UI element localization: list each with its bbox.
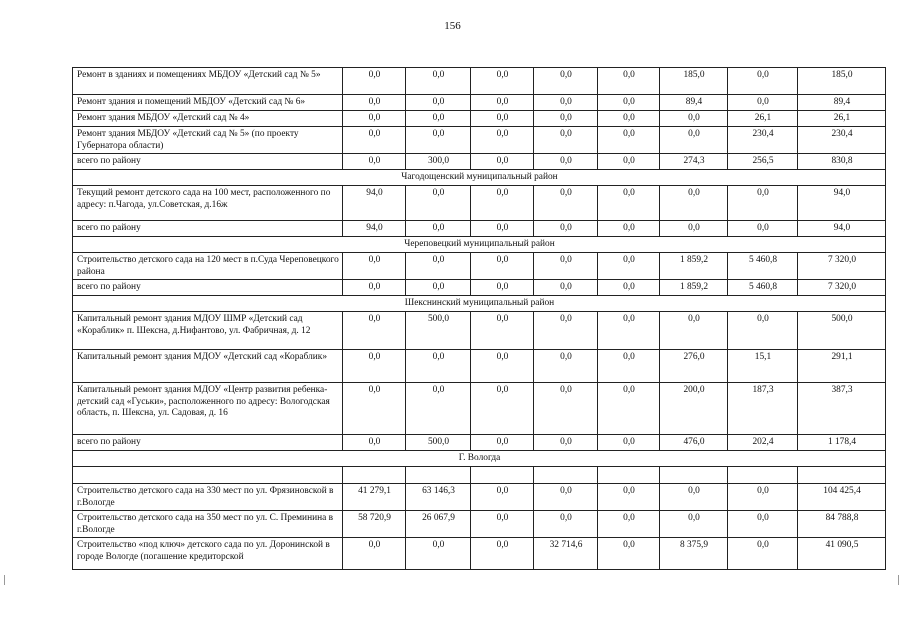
- row-description: Строительство «под ключ» детского сада по ул. Доронинской в городе Вологде (погашение кредиторской: [73, 538, 343, 570]
- section-title: Г. Вологда: [73, 451, 886, 467]
- value-cell: 0,0: [471, 538, 534, 570]
- total-cell: 94,0: [798, 186, 886, 221]
- value-cell: 0,0: [343, 280, 406, 296]
- value-cell: 0,0: [534, 221, 598, 237]
- row-description: Капитальный ремонт здания МДОУ ШМР «Детский сад «Кораблик» п. Шексна, д.Нифантово, ул. Фабричная, д. 12: [73, 312, 343, 350]
- value-cell: 0,0: [598, 186, 660, 221]
- value-cell: 0,0: [406, 350, 471, 383]
- value-cell: 0,0: [471, 95, 534, 111]
- value-cell: 0,0: [406, 68, 471, 95]
- value-cell: 0,0: [343, 111, 406, 127]
- value-cell: 0,0: [534, 435, 598, 451]
- total-cell: 89,4: [798, 95, 886, 111]
- table-row: [73, 95, 886, 111]
- value-cell: 256,5: [728, 154, 798, 170]
- table-row: [73, 127, 886, 154]
- value-cell: 0,0: [471, 68, 534, 95]
- table-row: [73, 221, 886, 237]
- total-cell: 1 178,4: [798, 435, 886, 451]
- value-cell: 1 859,2: [660, 253, 728, 280]
- table-body: [73, 68, 886, 570]
- empty-cell: [534, 467, 598, 484]
- row-description: Строительство детского сада на 120 мест в п.Суда Череповецкого района: [73, 253, 343, 280]
- value-cell: 0,0: [660, 111, 728, 127]
- section-title: Шекснинский муниципальный район: [73, 296, 886, 312]
- value-cell: 0,0: [343, 538, 406, 570]
- table-row: [73, 383, 886, 435]
- empty-cell: [598, 467, 660, 484]
- value-cell: 0,0: [343, 383, 406, 435]
- table-row: [73, 484, 886, 511]
- value-cell: 0,0: [598, 538, 660, 570]
- value-cell: 26 067,9: [406, 511, 471, 538]
- value-cell: 476,0: [660, 435, 728, 451]
- budget-table: [72, 67, 886, 570]
- table-row: [73, 68, 886, 95]
- value-cell: 0,0: [406, 221, 471, 237]
- value-cell: 0,0: [660, 221, 728, 237]
- value-cell: 0,0: [534, 111, 598, 127]
- value-cell: 0,0: [660, 484, 728, 511]
- value-cell: 5 460,8: [728, 253, 798, 280]
- total-cell: 41 090,5: [798, 538, 886, 570]
- total-cell: 84 788,8: [798, 511, 886, 538]
- value-cell: 0,0: [406, 111, 471, 127]
- table-row: [73, 435, 886, 451]
- value-cell: 0,0: [598, 312, 660, 350]
- value-cell: 0,0: [598, 253, 660, 280]
- value-cell: 0,0: [471, 127, 534, 154]
- value-cell: 0,0: [534, 127, 598, 154]
- value-cell: 15,1: [728, 350, 798, 383]
- row-description: всего по району: [73, 280, 343, 296]
- value-cell: 0,0: [343, 435, 406, 451]
- value-cell: 185,0: [660, 68, 728, 95]
- value-cell: 0,0: [406, 95, 471, 111]
- row-description: Строительство детского сада на 350 мест по ул. С. Преминина в г.Вологде: [73, 511, 343, 538]
- value-cell: 0,0: [598, 350, 660, 383]
- value-cell: 0,0: [471, 484, 534, 511]
- value-cell: 0,0: [534, 280, 598, 296]
- empty-cell: [798, 467, 886, 484]
- page-number: 156: [444, 20, 461, 32]
- scan-edge-mark: [898, 575, 903, 585]
- value-cell: 500,0: [406, 435, 471, 451]
- row-description: Ремонт здания МБДОУ «Детский сад № 5» (по проекту Губернатора области): [73, 127, 343, 154]
- value-cell: 0,0: [406, 280, 471, 296]
- value-cell: 0,0: [471, 186, 534, 221]
- value-cell: 0,0: [343, 68, 406, 95]
- value-cell: 0,0: [598, 127, 660, 154]
- value-cell: 41 279,1: [343, 484, 406, 511]
- value-cell: 187,3: [728, 383, 798, 435]
- value-cell: 230,4: [728, 127, 798, 154]
- total-cell: 830,8: [798, 154, 886, 170]
- value-cell: 0,0: [406, 186, 471, 221]
- value-cell: 0,0: [343, 95, 406, 111]
- value-cell: 0,0: [471, 383, 534, 435]
- row-description: всего по району: [73, 154, 343, 170]
- blank-row: [73, 467, 886, 484]
- value-cell: 0,0: [534, 154, 598, 170]
- value-cell: 0,0: [343, 312, 406, 350]
- section-row: [73, 451, 886, 467]
- value-cell: 274,3: [660, 154, 728, 170]
- table-row: [73, 312, 886, 350]
- value-cell: 276,0: [660, 350, 728, 383]
- value-cell: 0,0: [343, 350, 406, 383]
- section-row: [73, 170, 886, 186]
- value-cell: 63 146,3: [406, 484, 471, 511]
- value-cell: 0,0: [728, 221, 798, 237]
- scan-edge-mark: [4, 575, 9, 585]
- value-cell: 0,0: [534, 511, 598, 538]
- value-cell: 26,1: [728, 111, 798, 127]
- empty-cell: [660, 467, 728, 484]
- value-cell: 200,0: [660, 383, 728, 435]
- value-cell: 0,0: [660, 312, 728, 350]
- row-description: Текущий ремонт детского сада на 100 мест, расположенного по адресу: п.Чагода, ул.Советская, д.16ж: [73, 186, 343, 221]
- total-cell: 26,1: [798, 111, 886, 127]
- value-cell: 0,0: [406, 538, 471, 570]
- empty-cell: [406, 467, 471, 484]
- row-description: всего по району: [73, 221, 343, 237]
- value-cell: 89,4: [660, 95, 728, 111]
- value-cell: 0,0: [471, 253, 534, 280]
- value-cell: 0,0: [598, 280, 660, 296]
- section-title: Череповецкий муниципальный район: [73, 237, 886, 253]
- value-cell: 0,0: [406, 253, 471, 280]
- row-description: Ремонт здания и помещений МБДОУ «Детский сад № 6»: [73, 95, 343, 111]
- value-cell: 300,0: [406, 154, 471, 170]
- value-cell: 0,0: [343, 253, 406, 280]
- value-cell: 8 375,9: [660, 538, 728, 570]
- value-cell: 0,0: [471, 435, 534, 451]
- value-cell: 202,4: [728, 435, 798, 451]
- value-cell: 0,0: [471, 221, 534, 237]
- value-cell: 94,0: [343, 186, 406, 221]
- value-cell: 0,0: [471, 280, 534, 296]
- value-cell: 32 714,6: [534, 538, 598, 570]
- value-cell: 0,0: [598, 383, 660, 435]
- value-cell: 0,0: [471, 154, 534, 170]
- value-cell: 0,0: [406, 383, 471, 435]
- value-cell: 0,0: [534, 68, 598, 95]
- value-cell: 94,0: [343, 221, 406, 237]
- value-cell: 0,0: [660, 127, 728, 154]
- empty-cell: [728, 467, 798, 484]
- total-cell: 104 425,4: [798, 484, 886, 511]
- row-description: Капитальный ремонт здания МДОУ «Центр развития ребенка-детский сад «Гуськи», расположенного по адресу: Вологодская область, п. Шексна, ул. Садовая, д. 16: [73, 383, 343, 435]
- value-cell: 0,0: [534, 312, 598, 350]
- table-row: [73, 538, 886, 570]
- table-row: [73, 511, 886, 538]
- total-cell: 500,0: [798, 312, 886, 350]
- value-cell: 0,0: [728, 484, 798, 511]
- value-cell: 0,0: [598, 154, 660, 170]
- value-cell: 0,0: [471, 312, 534, 350]
- value-cell: 0,0: [598, 511, 660, 538]
- empty-cell: [343, 467, 406, 484]
- value-cell: 0,0: [343, 127, 406, 154]
- value-cell: 0,0: [406, 127, 471, 154]
- row-description: всего по району: [73, 435, 343, 451]
- total-cell: 7 320,0: [798, 280, 886, 296]
- value-cell: 0,0: [598, 484, 660, 511]
- value-cell: 0,0: [598, 221, 660, 237]
- value-cell: 0,0: [598, 68, 660, 95]
- value-cell: 0,0: [660, 186, 728, 221]
- table-row: [73, 111, 886, 127]
- total-cell: 387,3: [798, 383, 886, 435]
- table-row: [73, 186, 886, 221]
- value-cell: 0,0: [728, 538, 798, 570]
- total-cell: 7 320,0: [798, 253, 886, 280]
- value-cell: 0,0: [534, 484, 598, 511]
- value-cell: 0,0: [728, 312, 798, 350]
- value-cell: 0,0: [534, 186, 598, 221]
- value-cell: 1 859,2: [660, 280, 728, 296]
- value-cell: 0,0: [534, 95, 598, 111]
- total-cell: 230,4: [798, 127, 886, 154]
- section-row: [73, 296, 886, 312]
- table-row: [73, 280, 886, 296]
- section-row: [73, 237, 886, 253]
- value-cell: 5 460,8: [728, 280, 798, 296]
- value-cell: 0,0: [471, 511, 534, 538]
- row-description: Капитальный ремонт здания МДОУ «Детский сад «Кораблик»: [73, 350, 343, 383]
- value-cell: 0,0: [534, 253, 598, 280]
- value-cell: 0,0: [728, 186, 798, 221]
- value-cell: 0,0: [660, 511, 728, 538]
- value-cell: 0,0: [471, 111, 534, 127]
- table-row: [73, 154, 886, 170]
- value-cell: 0,0: [471, 350, 534, 383]
- empty-cell: [471, 467, 534, 484]
- value-cell: 0,0: [728, 511, 798, 538]
- total-cell: 94,0: [798, 221, 886, 237]
- value-cell: 0,0: [598, 111, 660, 127]
- value-cell: 0,0: [534, 383, 598, 435]
- value-cell: 0,0: [598, 435, 660, 451]
- row-description: Строительство детского сада на 330 мест по ул. Фрязиновской в г.Вологде: [73, 484, 343, 511]
- value-cell: 0,0: [728, 68, 798, 95]
- value-cell: 0,0: [534, 350, 598, 383]
- table-row: [73, 253, 886, 280]
- value-cell: 500,0: [406, 312, 471, 350]
- empty-cell: [73, 467, 343, 484]
- table-row: [73, 350, 886, 383]
- row-description: Ремонт здания МБДОУ «Детский сад № 4»: [73, 111, 343, 127]
- total-cell: 185,0: [798, 68, 886, 95]
- value-cell: 0,0: [343, 154, 406, 170]
- value-cell: 58 720,9: [343, 511, 406, 538]
- section-title: Чагодощенский муниципальный район: [73, 170, 886, 186]
- value-cell: 0,0: [598, 95, 660, 111]
- total-cell: 291,1: [798, 350, 886, 383]
- row-description: Ремонт в зданиях и помещениях МБДОУ «Детский сад № 5»: [73, 68, 343, 95]
- value-cell: 0,0: [728, 95, 798, 111]
